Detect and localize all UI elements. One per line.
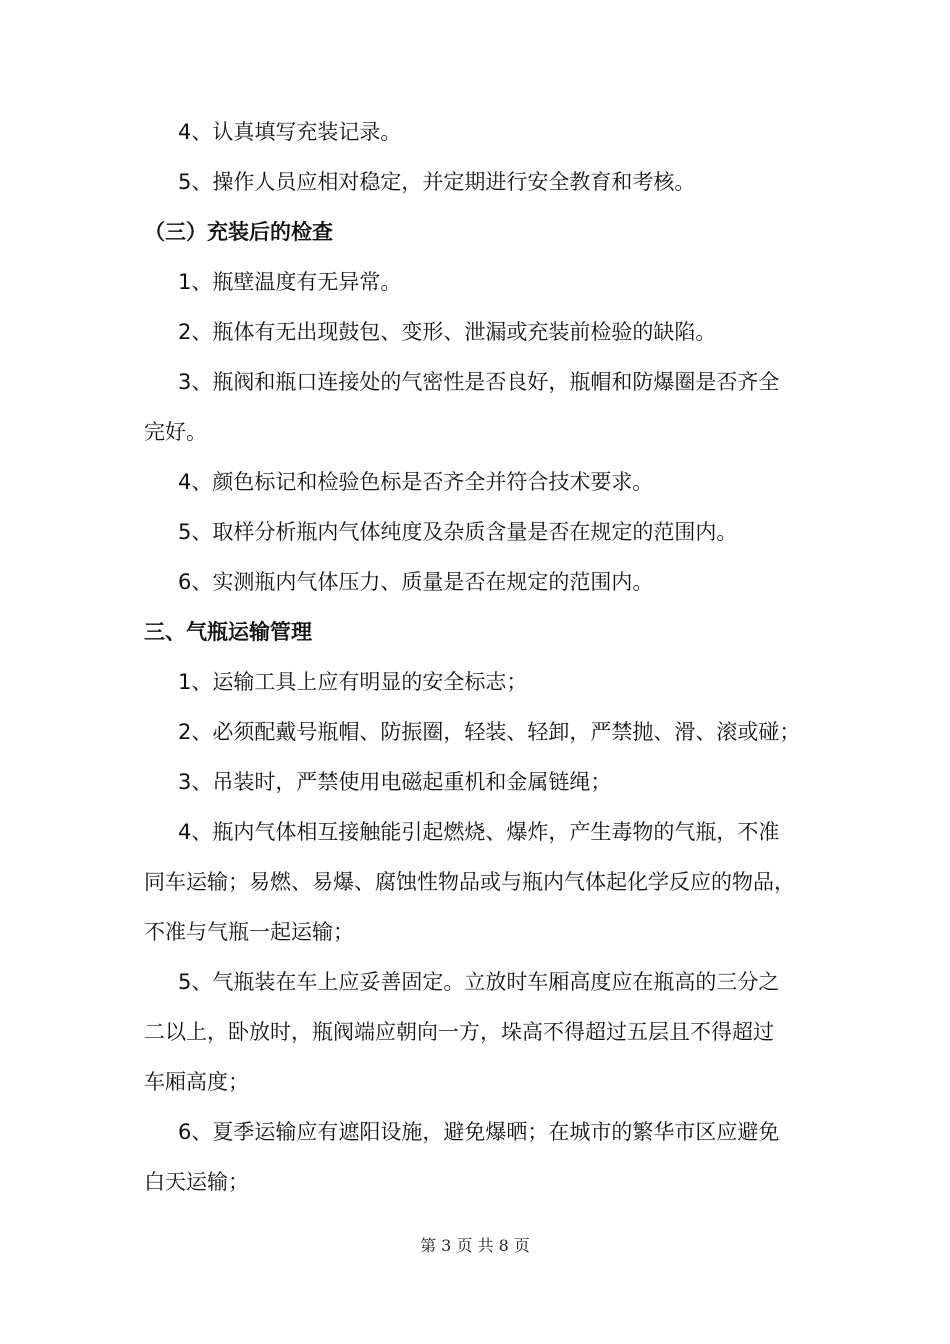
list-item: 5、操作人员应相对稳定，并定期进行安全教育和考核。 [178,170,696,194]
list-item-continuation: 完好。 [144,420,207,444]
list-item-continuation: 白天运输； [144,1170,249,1194]
list-item-continuation: 不准与气瓶一起运输； [144,920,354,944]
list-item: 5、气瓶装在车上应妥善固定。立放时车厢高度应在瓶高的三分之 [178,970,780,994]
list-item: 4、颜色标记和检验色标是否齐全并符合技术要求。 [178,470,654,494]
list-item: 1、运输工具上应有明显的安全标志； [178,670,528,694]
section-heading: 三、气瓶运输管理 [144,620,312,644]
list-item: 3、吊装时，严禁使用电磁起重机和金属链绳； [178,770,612,794]
list-item: 6、实测瓶内气体压力、质量是否在规定的范围内。 [178,570,654,594]
list-item: 2、必须配戴号瓶帽、防振圈，轻装、轻卸，严禁抛、滑、滚或碰； [178,720,801,744]
list-item: 2、瓶体有无出现鼓包、变形、泄漏或充装前检验的缺陷。 [178,320,717,344]
page-footer: 第 3 页 共 8 页 [420,1236,530,1255]
list-item: 6、夏季运输应有遮阳设施，避免爆晒；在城市的繁华市区应避免 [178,1120,780,1144]
section-heading: （三）充装后的检查 [144,220,333,244]
list-item: 4、认真填写充装记录。 [178,120,402,144]
list-item: 3、瓶阀和瓶口连接处的气密性是否良好，瓶帽和防爆圈是否齐全 [178,370,780,394]
list-item: 1、瓶壁温度有无异常。 [178,270,402,294]
list-item-continuation: 车厢高度； [144,1070,249,1094]
list-item: 4、瓶内气体相互接触能引起燃烧、爆炸，产生毒物的气瓶，不准 [178,820,780,844]
list-item: 5、取样分析瓶内气体纯度及杂质含量是否在规定的范围内。 [178,520,738,544]
list-item-continuation: 同车运输；易燃、易爆、腐蚀性物品或与瓶内气体起化学反应的物品， [144,870,795,894]
list-item-continuation: 二以上，卧放时，瓶阀端应朝向一方，垛高不得超过五层且不得超过 [144,1020,774,1044]
